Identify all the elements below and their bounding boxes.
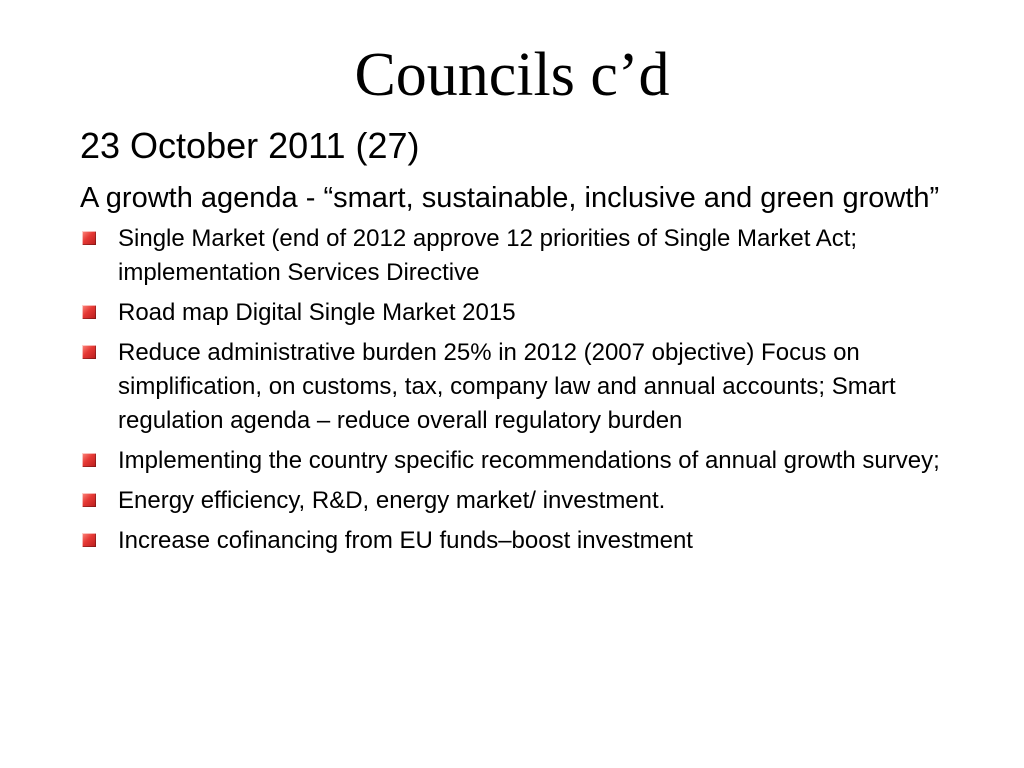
bullet-list xyxy=(80,222,940,558)
bullet-text: Road map Digital Single Market 2015 xyxy=(118,299,516,326)
list-item xyxy=(80,296,940,330)
list-item xyxy=(80,524,940,558)
red-square-bullet-icon xyxy=(82,231,96,245)
red-square-bullet-icon xyxy=(82,453,96,467)
date-heading: 23 October 2011 (27) xyxy=(80,125,420,166)
list-item xyxy=(80,444,940,478)
bullet-text: Reduce administrative burden 25% in 2012 (2007 objective) Focus on simplification, on customs, tax, company law and annual accounts; Smart regulation agenda – reduce overall regulatory burden xyxy=(118,339,896,434)
red-square-bullet-icon xyxy=(82,305,96,319)
red-square-bullet-icon xyxy=(82,493,96,507)
bullet-text: Energy efficiency, R&D, energy market/ investment. xyxy=(118,487,666,514)
list-item xyxy=(80,336,940,438)
list-item xyxy=(80,484,940,518)
red-square-bullet-icon xyxy=(82,345,96,359)
red-square-bullet-icon xyxy=(82,533,96,547)
bullet-text: Single Market (end of 2012 approve 12 priorities of Single Market Act; implementation Services Directive xyxy=(118,225,858,286)
list-item xyxy=(80,222,940,290)
slide-content xyxy=(80,122,940,564)
intro-text: A growth agenda - “smart, sustainable, inclusive and green growth” xyxy=(80,182,940,214)
slide-title: Councils c’d xyxy=(354,41,670,109)
bullet-text: Increase cofinancing from EU funds–boost investment xyxy=(118,527,693,554)
bullet-text: Implementing the country specific recommendations of annual growth survey; xyxy=(118,447,940,474)
